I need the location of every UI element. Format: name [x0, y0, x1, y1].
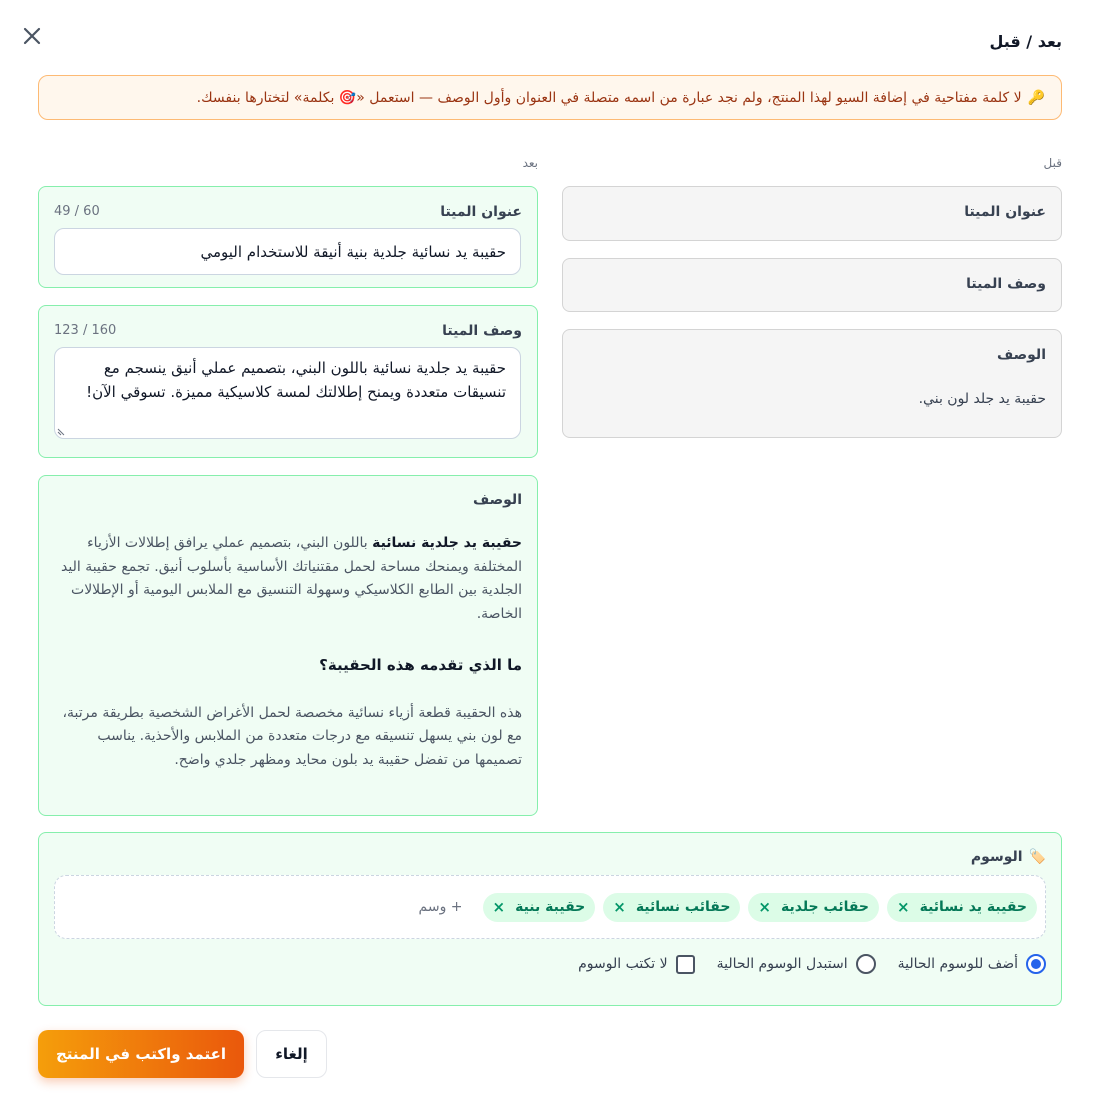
tag-chip: [748, 893, 879, 922]
meta-title-char-counter: 49 / 60: [54, 204, 100, 219]
remove-tag-icon[interactable]: ×: [613, 898, 626, 916]
no-keyword-warning-banner: [38, 75, 1062, 120]
skip-tags-checkbox[interactable]: [676, 955, 695, 974]
dialog-title: بعد / قبل: [989, 32, 1062, 51]
before-meta-title-label: عنوان الميتا: [964, 204, 1046, 220]
before-column-label: قبل: [1043, 156, 1062, 170]
skip-tags-label: لا تكتب الوسوم: [578, 956, 668, 972]
tags-label: الوسوم: [970, 849, 1023, 865]
after-description-label: الوصف: [472, 492, 522, 508]
remove-tag-icon[interactable]: ×: [492, 898, 506, 916]
tags-input-box[interactable]: [54, 875, 1046, 939]
tag-icon: 🏷️: [1028, 849, 1046, 865]
description-content[interactable]: [54, 532, 522, 772]
key-icon: 🔑: [1027, 89, 1045, 106]
tag-chip: [483, 893, 596, 922]
remove-tag-icon[interactable]: ×: [758, 898, 771, 916]
replace-tags-radio[interactable]: [856, 954, 876, 974]
after-meta-desc-card: [38, 305, 538, 458]
tags-title: [971, 849, 1046, 865]
after-meta-desc-label: وصف الميتا: [442, 323, 522, 339]
confirm-write-button[interactable]: اعتمد واكتب في المنتج: [38, 1030, 244, 1078]
tag-chip: [603, 893, 740, 922]
before-description-card: [562, 329, 1062, 438]
after-column-label: بعد: [522, 156, 538, 170]
meta-desc-textarea[interactable]: [54, 347, 521, 439]
tag-chip: [887, 893, 1037, 922]
replace-tags-label: استبدل الوسوم الحالية: [716, 956, 848, 972]
tag-chip-label: حقائب جلدية: [781, 899, 870, 915]
meta-desc-char-counter: 123 / 160: [54, 323, 117, 338]
remove-tag-icon[interactable]: ×: [897, 898, 910, 916]
tag-chip-label: حقائب نسائية: [635, 899, 731, 915]
description-heading: ما الذي تقدمه هذه الحقيبة؟: [319, 656, 522, 674]
description-paragraph-2: هذه الحقيبة قطعة أزياء نسائية مخصصة لحمل الأغراض الشخصية بطريقة مرتبة، مع لون بني يسهل تنسيقه مع درجات متعددة من الملابس والأحذية. يناسب تصميمها من تفضل حقيبة يد بلون محايد ومظهر جلدي واضح.: [62, 704, 522, 768]
resize-handle-icon[interactable]: [57, 426, 67, 436]
option-skip-tags[interactable]: [578, 955, 695, 974]
before-meta-desc-label: وصف الميتا: [966, 276, 1046, 292]
meta-title-input[interactable]: حقيبة يد نسائية جلدية بنية أنيقة للاستخدام اليومي: [54, 228, 521, 275]
after-meta-title-card: [38, 186, 538, 288]
option-append-tags[interactable]: [898, 954, 1046, 974]
meta-desc-text: حقيبة يد جلدية نسائية باللون البني، بتصميم عملي أنيق ينسجم مع تنسيقات متعددة ويمنح إطلالتك لمسة كلاسيكية مميزة. تسوقي الآن!: [86, 359, 506, 401]
tag-chip-label: حقيبة يد نسائية: [919, 899, 1027, 915]
cancel-button[interactable]: إلغاء: [256, 1030, 327, 1078]
append-tags-label: أضف للوسوم الحالية: [897, 956, 1018, 972]
warning-text: لا كلمة مفتاحية في إضافة السيو لهذا المنتج، ولم نجد عبارة من اسمه متصلة في العنوان وأول الوصف — استعمل «🎯 بكلمة» لتختارها بنفسك.: [196, 89, 1022, 106]
option-replace-tags[interactable]: [717, 954, 876, 974]
description-lead-bold: حقيبة يد جلدية نسائية: [372, 535, 522, 551]
append-tags-radio[interactable]: [1026, 954, 1046, 974]
before-meta-title-card: [562, 186, 1062, 241]
close-button[interactable]: [18, 22, 46, 50]
tag-mode-options: [578, 954, 1046, 974]
tags-card: [38, 832, 1062, 1006]
add-tag-input[interactable]: + وسم: [418, 899, 463, 915]
before-description-text: حقيبة يد جلد لون بني.: [918, 391, 1046, 407]
before-description-label: الوصف: [996, 347, 1046, 363]
description-paragraph-rest: باللون البني، بتصميم عملي يرافق إطلالات الأزياء المختلفة ويمنحك مساحة لحمل مقتنياتك الأساسية بأسلوب أنيق. تجمع حقيبة اليد الجلدية بين الطابع الكلاسيكي وسهولة التنسيق مع الملابس اليومية أو الإطلالات الخاصة.: [61, 535, 522, 622]
close-icon: [18, 22, 46, 50]
tag-chip-label: حقيبة بنية: [515, 899, 586, 915]
after-meta-title-label: عنوان الميتا: [440, 204, 522, 220]
before-meta-desc-card: [562, 258, 1062, 312]
description-paragraph: [54, 532, 522, 626]
after-description-card: [38, 475, 538, 816]
